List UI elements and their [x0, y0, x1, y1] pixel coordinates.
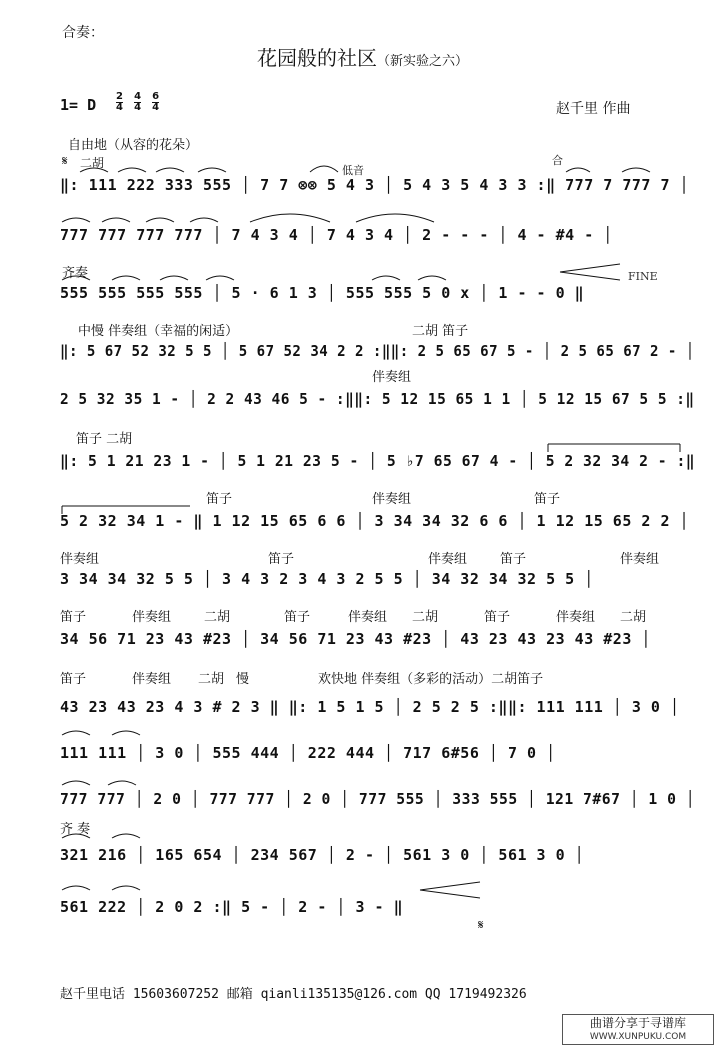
label-banzouzu-3: 伴奏组 — [60, 552, 100, 567]
notation-line-8: 3 34 34 32 5 5 │ 3 4 3 2 3 4 3 2 5 5 │ 34 32 34 32 5 5 │ — [60, 570, 594, 588]
notation-line-5: 2 5 32 35 1 - │ 2 2 43 46 5 - :‖‖: 5 12 15 65 1 1 │ 5 12 15 67 5 5 :‖ — [60, 390, 695, 408]
label-banzouzu-7: 伴奏组 — [348, 610, 388, 625]
label-qizou-2: 齐 奏 — [60, 822, 91, 837]
watermark-badge — [562, 1014, 714, 1045]
title-subtitle: （新实验之六） — [376, 54, 468, 69]
label-erhu-dizi: 二胡 笛子 — [412, 324, 469, 339]
label-erhu-2: 二胡 — [204, 610, 231, 625]
notation-line-7: 5 2 32 34 1 - ‖ 1 12 15 65 6 6 │ 3 34 34 32 6 6 │ 1 12 15 65 2 2 │ — [60, 512, 690, 530]
segno-end: 𝄋 — [478, 918, 484, 933]
notation-line-13: 321 216 │ 165 654 │ 234 567 │ 2 - │ 561 3 0 │ 561 3 0 │ — [60, 846, 585, 864]
notation-line-3: 555 555 555 555 │ 5 · 6 1 3 │ 555 555 5 0 x │ 1 - - 0 ‖ — [60, 284, 585, 302]
time-signatures — [116, 92, 165, 113]
top-label: 合奏： — [62, 25, 104, 41]
meter-4-4: $\frac{4}{4}$ — [134, 91, 142, 113]
label-dizi-erhu: 笛子 二胡 — [76, 432, 133, 447]
label-man: 慢 — [236, 672, 250, 687]
label-dizi-7: 笛子 — [484, 610, 511, 625]
section-label-2: 中慢 伴奏组（幸福的闲适） — [78, 324, 239, 339]
notation-line-6: ‖: 5 1 21 23 1 - │ 5 1 21 23 5 - │ 5 ♭7 65 67 4 - │ 5 2 32 34 2 - :‖ — [60, 452, 696, 470]
label-erhu-5: 二胡 — [198, 672, 225, 687]
label-banzouzu-1: 伴奏组 — [372, 370, 412, 385]
label-banzouzu-4: 伴奏组 — [428, 552, 468, 567]
label-banzouzu-9: 伴奏组 — [132, 672, 172, 687]
title-main: 花园般的社区 — [256, 46, 377, 70]
page-title — [0, 42, 725, 71]
label-banzouzu-6: 伴奏组 — [132, 610, 172, 625]
label-dizi-5: 笛子 — [60, 610, 87, 625]
notation-line-14: 561 222 │ 2 0 2 :‖ 5 - │ 2 - │ 3 - ‖ — [60, 898, 404, 916]
label-dizi-6: 笛子 — [284, 610, 311, 625]
section-label-1: 自由地（从容的花朵） — [68, 138, 199, 153]
label-diyin: 低音 — [342, 164, 364, 177]
label-erhu: 二胡 — [80, 156, 105, 170]
label-erhu-3: 二胡 — [412, 610, 439, 625]
label-banzouzu-5: 伴奏组 — [620, 552, 660, 567]
composer: 赵千里 作曲 — [556, 101, 631, 117]
label-he: 合 — [552, 154, 563, 167]
footer-contact: 赵千里电话 15603607252 邮箱 qianli135135@126.com QQ 1719492326 — [60, 987, 527, 1002]
label-dizi-3: 笛子 — [268, 552, 295, 567]
label-dizi-4: 笛子 — [500, 552, 527, 567]
key-signature: 1= D — [60, 96, 97, 114]
segno-mark: 𝄋 — [62, 154, 68, 169]
label-erhu-4: 二胡 — [620, 610, 647, 625]
notation-line-2: 777 777 777 777 │ 7 4 3 4 │ 7 4 3 4 │ 2 - - - │ 4 - #4 - │ — [60, 226, 613, 244]
section-label-3: 欢快地 伴奏组（多彩的活动）二胡笛子 — [318, 672, 544, 687]
label-banzouzu-2: 伴奏组 — [372, 492, 412, 507]
notation-line-1: ‖: 111 222 333 555 │ 7 7 ⊗⊗ 5 4 3 │ 5 4 3 5 4 3 3 :‖ 777 7 777 7 │ — [60, 176, 690, 194]
notation-line-10: 43 23 43 23 4 3 # 2 3 ‖ ‖: 1 5 1 5 │ 2 5 2 5 :‖‖: 111 111 │ 3 0 │ — [60, 698, 680, 716]
notation-line-9: 34 56 71 23 43 #23 │ 34 56 71 23 43 #23 │ 43 23 43 23 43 #23 │ — [60, 630, 651, 648]
notation-line-12: 777 777 │ 2 0 │ 777 777 │ 2 0 │ 777 555 │ 333 555 │ 121 7#67 │ 1 0 │ — [60, 790, 696, 808]
label-dizi-1: 笛子 — [206, 492, 233, 507]
meter-2-4: $\frac{2}{4}$ — [116, 91, 123, 113]
meter-6-4: $\frac{6}{4}$ — [152, 91, 160, 113]
notation-line-4: ‖: 5 67 52 32 5 5 │ 5 67 52 34 2 2 :‖‖: 2 5 65 67 5 - │ 2 5 65 67 2 - │ — [60, 342, 695, 360]
label-qizou: 齐奏 — [62, 266, 89, 281]
label-dizi-2: 笛子 — [534, 492, 561, 507]
label-banzouzu-8: 伴奏组 — [556, 610, 596, 625]
notation-line-11: 111 111 │ 3 0 │ 555 444 │ 222 444 │ 717 6#56 │ 7 0 │ — [60, 744, 556, 762]
watermark-url: WWW.XUNPUKU.COM — [589, 1032, 687, 1042]
label-fine: FINE — [628, 270, 658, 283]
label-dizi-8: 笛子 — [60, 672, 87, 687]
watermark-text: 曲谱分享于寻谱库 — [589, 1016, 686, 1030]
